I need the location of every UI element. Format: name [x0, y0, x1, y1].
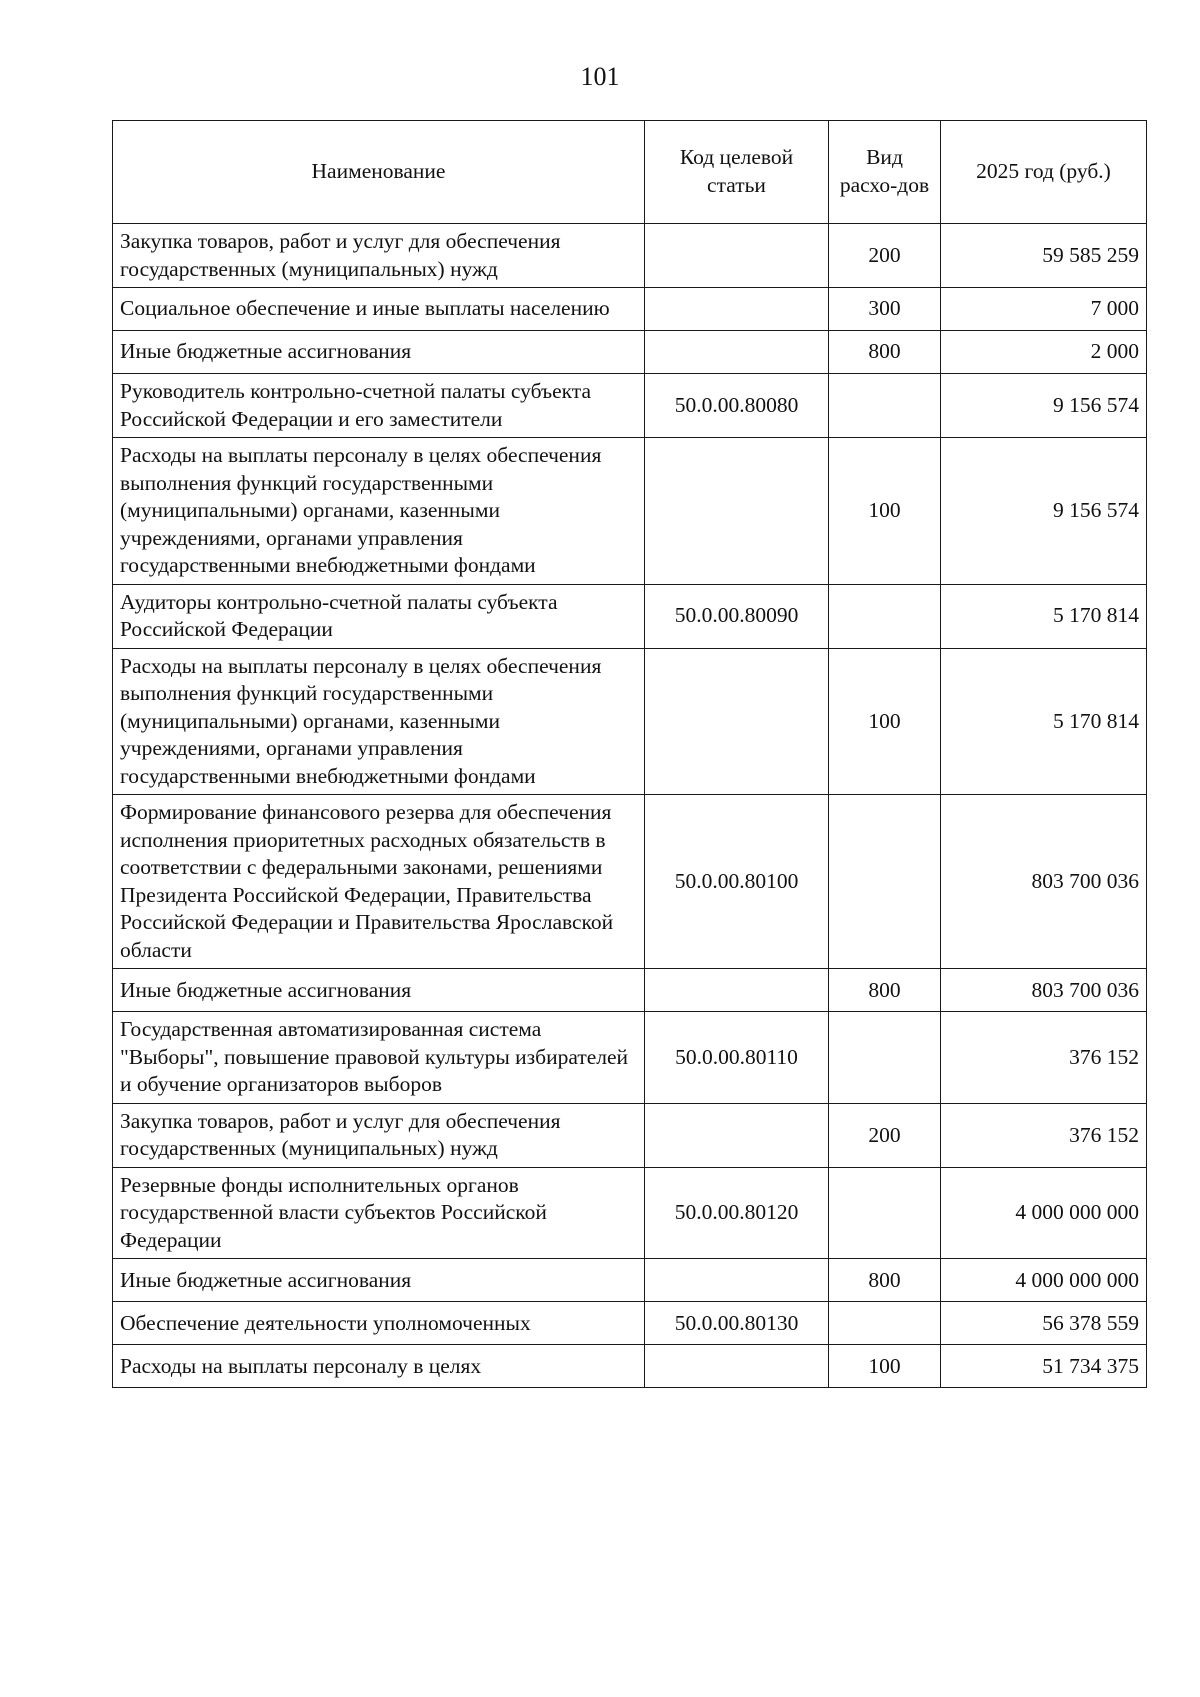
- row-amount: 803 700 036: [941, 795, 1147, 969]
- row-code: [645, 1345, 829, 1388]
- row-kind: 800: [829, 969, 941, 1012]
- table-row: [113, 795, 1147, 969]
- row-kind: 200: [829, 224, 941, 288]
- table-row: [113, 1302, 1147, 1345]
- row-kind: 300: [829, 288, 941, 331]
- page-number: 101: [580, 62, 620, 91]
- row-code: 50.0.00.80100: [645, 795, 829, 969]
- row-name: Иные бюджетные ассигнования: [113, 969, 645, 1012]
- table-row: [113, 1012, 1147, 1104]
- row-name: Расходы на выплаты персоналу в целях обеспечения выполнения функций государственными (муниципальными) органами, казенными учреждениями, органами управления государственными внебюджетными фондами: [113, 648, 645, 795]
- table-header-row: [113, 121, 1147, 224]
- header-code: Код целевой статьи: [645, 121, 829, 224]
- table-row: [113, 1167, 1147, 1259]
- row-kind: [829, 795, 941, 969]
- row-name: Закупка товаров, работ и услуг для обеспечения государственных (муниципальных) нужд: [113, 1103, 645, 1167]
- row-code: [645, 224, 829, 288]
- row-code: [645, 1259, 829, 1302]
- row-kind: [829, 374, 941, 438]
- table-row: [113, 584, 1147, 648]
- row-kind: [829, 1012, 941, 1104]
- table-row: [113, 438, 1147, 585]
- row-kind: 100: [829, 1345, 941, 1388]
- row-amount: 376 152: [941, 1103, 1147, 1167]
- row-name: Формирование финансового резерва для обеспечения исполнения приоритетных расходных обязательств в соответствии с федеральными законами, решениями Президента Российской Федерации, Правительства Российской Федерации и Правительства Ярославской области: [113, 795, 645, 969]
- row-kind: [829, 584, 941, 648]
- row-code: [645, 648, 829, 795]
- table-row: [113, 648, 1147, 795]
- row-name: Иные бюджетные ассигнования: [113, 1259, 645, 1302]
- row-kind: 800: [829, 1259, 941, 1302]
- header-kind: Вид расхо-дов: [829, 121, 941, 224]
- row-code: [645, 969, 829, 1012]
- row-name: Обеспечение деятельности уполномоченных: [113, 1302, 645, 1345]
- row-code: [645, 1103, 829, 1167]
- row-code: 50.0.00.80120: [645, 1167, 829, 1259]
- row-name: Закупка товаров, работ и услуг для обеспечения государственных (муниципальных) нужд: [113, 224, 645, 288]
- row-amount: 5 170 814: [941, 648, 1147, 795]
- row-name: Расходы на выплаты персоналу в целях обеспечения выполнения функций государственными (муниципальными) органами, казенными учреждениями, органами управления государственными внебюджетными фондами: [113, 438, 645, 585]
- row-amount: 4 000 000 000: [941, 1259, 1147, 1302]
- row-code: [645, 438, 829, 585]
- row-code: 50.0.00.80130: [645, 1302, 829, 1345]
- row-name: Резервные фонды исполнительных органов государственной власти субъектов Российской Федерации: [113, 1167, 645, 1259]
- row-kind: [829, 1167, 941, 1259]
- row-amount: 5 170 814: [941, 584, 1147, 648]
- row-name: Социальное обеспечение и иные выплаты населению: [113, 288, 645, 331]
- table-row: [113, 1259, 1147, 1302]
- table-row: [113, 374, 1147, 438]
- row-code: [645, 331, 829, 374]
- row-code: 50.0.00.80110: [645, 1012, 829, 1104]
- row-kind: 800: [829, 331, 941, 374]
- row-amount: 4 000 000 000: [941, 1167, 1147, 1259]
- row-kind: 100: [829, 648, 941, 795]
- table-row: [113, 1103, 1147, 1167]
- row-kind: [829, 1302, 941, 1345]
- row-name: Государственная автоматизированная система "Выборы", повышение правовой культуры избирателей и обучение организаторов выборов: [113, 1012, 645, 1104]
- row-amount: 376 152: [941, 1012, 1147, 1104]
- table-row: [113, 331, 1147, 374]
- row-amount: 2 000: [941, 331, 1147, 374]
- row-amount: 9 156 574: [941, 374, 1147, 438]
- row-amount: 9 156 574: [941, 438, 1147, 585]
- table-row: [113, 288, 1147, 331]
- row-code: [645, 288, 829, 331]
- row-code: 50.0.00.80090: [645, 584, 829, 648]
- row-amount: 59 585 259: [941, 224, 1147, 288]
- row-amount: 803 700 036: [941, 969, 1147, 1012]
- header-amount: 2025 год (руб.): [941, 121, 1147, 224]
- row-amount: 51 734 375: [941, 1345, 1147, 1388]
- table-row: [113, 224, 1147, 288]
- row-name: Руководитель контрольно-счетной палаты субъекта Российской Федерации и его заместители: [113, 374, 645, 438]
- header-name: Наименование: [113, 121, 645, 224]
- row-amount: 7 000: [941, 288, 1147, 331]
- row-name: Расходы на выплаты персоналу в целях: [113, 1345, 645, 1388]
- row-name: Иные бюджетные ассигнования: [113, 331, 645, 374]
- row-kind: 200: [829, 1103, 941, 1167]
- row-amount: 56 378 559: [941, 1302, 1147, 1345]
- row-name: Аудиторы контрольно-счетной палаты субъекта Российской Федерации: [113, 584, 645, 648]
- row-code: 50.0.00.80080: [645, 374, 829, 438]
- table-row: [113, 969, 1147, 1012]
- budget-table: [112, 120, 1147, 1388]
- row-kind: 100: [829, 438, 941, 585]
- table-row: [113, 1345, 1147, 1388]
